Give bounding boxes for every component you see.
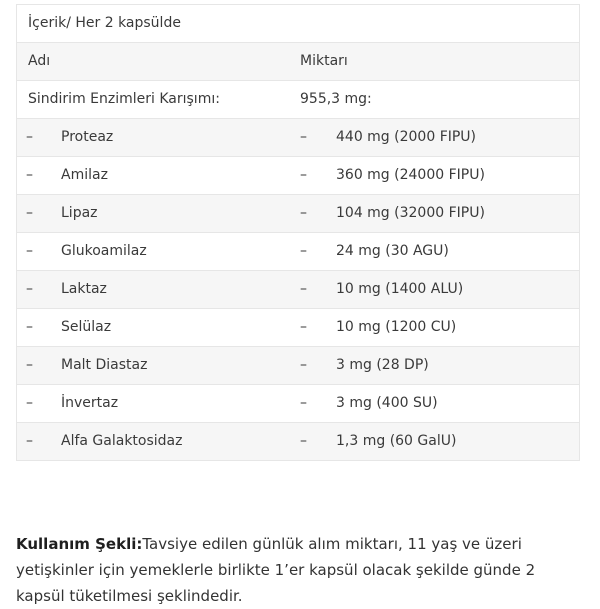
table-row <box>17 195 579 233</box>
row-dash: – <box>300 281 307 297</box>
row-amount: 1,3 mg (60 GalU) <box>336 433 457 449</box>
row-name: Proteaz <box>61 129 114 145</box>
row-name: Alfa Galaktosidaz <box>61 433 183 449</box>
row-name: Glukoamilaz <box>61 243 147 259</box>
ingredients-table <box>16 4 580 461</box>
row-dash: – <box>300 357 307 373</box>
row-amount: 10 mg (1200 CU) <box>336 319 457 335</box>
row-dash: – <box>300 395 307 411</box>
row-amount: 104 mg (32000 FIPU) <box>336 205 485 221</box>
row-dash: – <box>26 167 33 183</box>
row-dash: – <box>26 357 33 373</box>
row-dash: – <box>300 205 307 221</box>
row-amount: 24 mg (30 AGU) <box>336 243 449 259</box>
table-row <box>17 309 579 347</box>
row-amount: 3 mg (28 DP) <box>336 357 429 373</box>
row-amount: 10 mg (1400 ALU) <box>336 281 464 297</box>
row-dash: – <box>26 205 33 221</box>
row-dash: – <box>26 395 33 411</box>
row-amount: 360 mg (24000 FIPU) <box>336 167 485 183</box>
table-row <box>17 119 579 157</box>
table-caption-row <box>17 5 579 43</box>
group-name: Sindirim Enzimleri Karışımı: <box>28 91 220 107</box>
row-amount: 440 mg (2000 FIPU) <box>336 129 477 145</box>
table-row <box>17 157 579 195</box>
usage-paragraph <box>16 531 576 609</box>
table-row <box>17 271 579 309</box>
table-header-row <box>17 43 579 81</box>
row-dash: – <box>300 433 307 449</box>
row-dash: – <box>26 433 33 449</box>
table-group-row <box>17 81 579 119</box>
row-name: Selülaz <box>61 319 112 335</box>
table-caption: İçerik/ Her 2 kapsülde <box>28 15 181 31</box>
row-dash: – <box>300 167 307 183</box>
row-name: Amilaz <box>61 167 108 183</box>
row-name: İnvertaz <box>61 395 119 411</box>
table-row <box>17 423 579 461</box>
row-dash: – <box>26 129 33 145</box>
row-name: Laktaz <box>61 281 107 297</box>
row-amount: 3 mg (400 SU) <box>336 395 438 411</box>
row-dash: – <box>26 243 33 259</box>
table-row <box>17 233 579 271</box>
header-name: Adı <box>28 53 51 69</box>
usage-label: Kullanım Şekli: <box>16 535 143 553</box>
row-dash: – <box>300 129 307 145</box>
row-dash: – <box>26 319 33 335</box>
row-name: Malt Diastaz <box>61 357 148 373</box>
row-name: Lipaz <box>61 205 98 221</box>
row-dash: – <box>300 319 307 335</box>
group-amount: 955,3 mg: <box>300 91 372 107</box>
table-row <box>17 385 579 423</box>
usage-text: Tavsiye edilen günlük alım miktarı, 11 yaş ve üzeri yetişkinler için yemeklerle birlikte 1’er kapsül olacak şekilde günde 2 kapsül tüketilmesi şeklindedir. <box>16 535 536 605</box>
header-amount: Miktarı <box>300 53 348 69</box>
row-dash: – <box>26 281 33 297</box>
row-dash: – <box>300 243 307 259</box>
table-row <box>17 347 579 385</box>
